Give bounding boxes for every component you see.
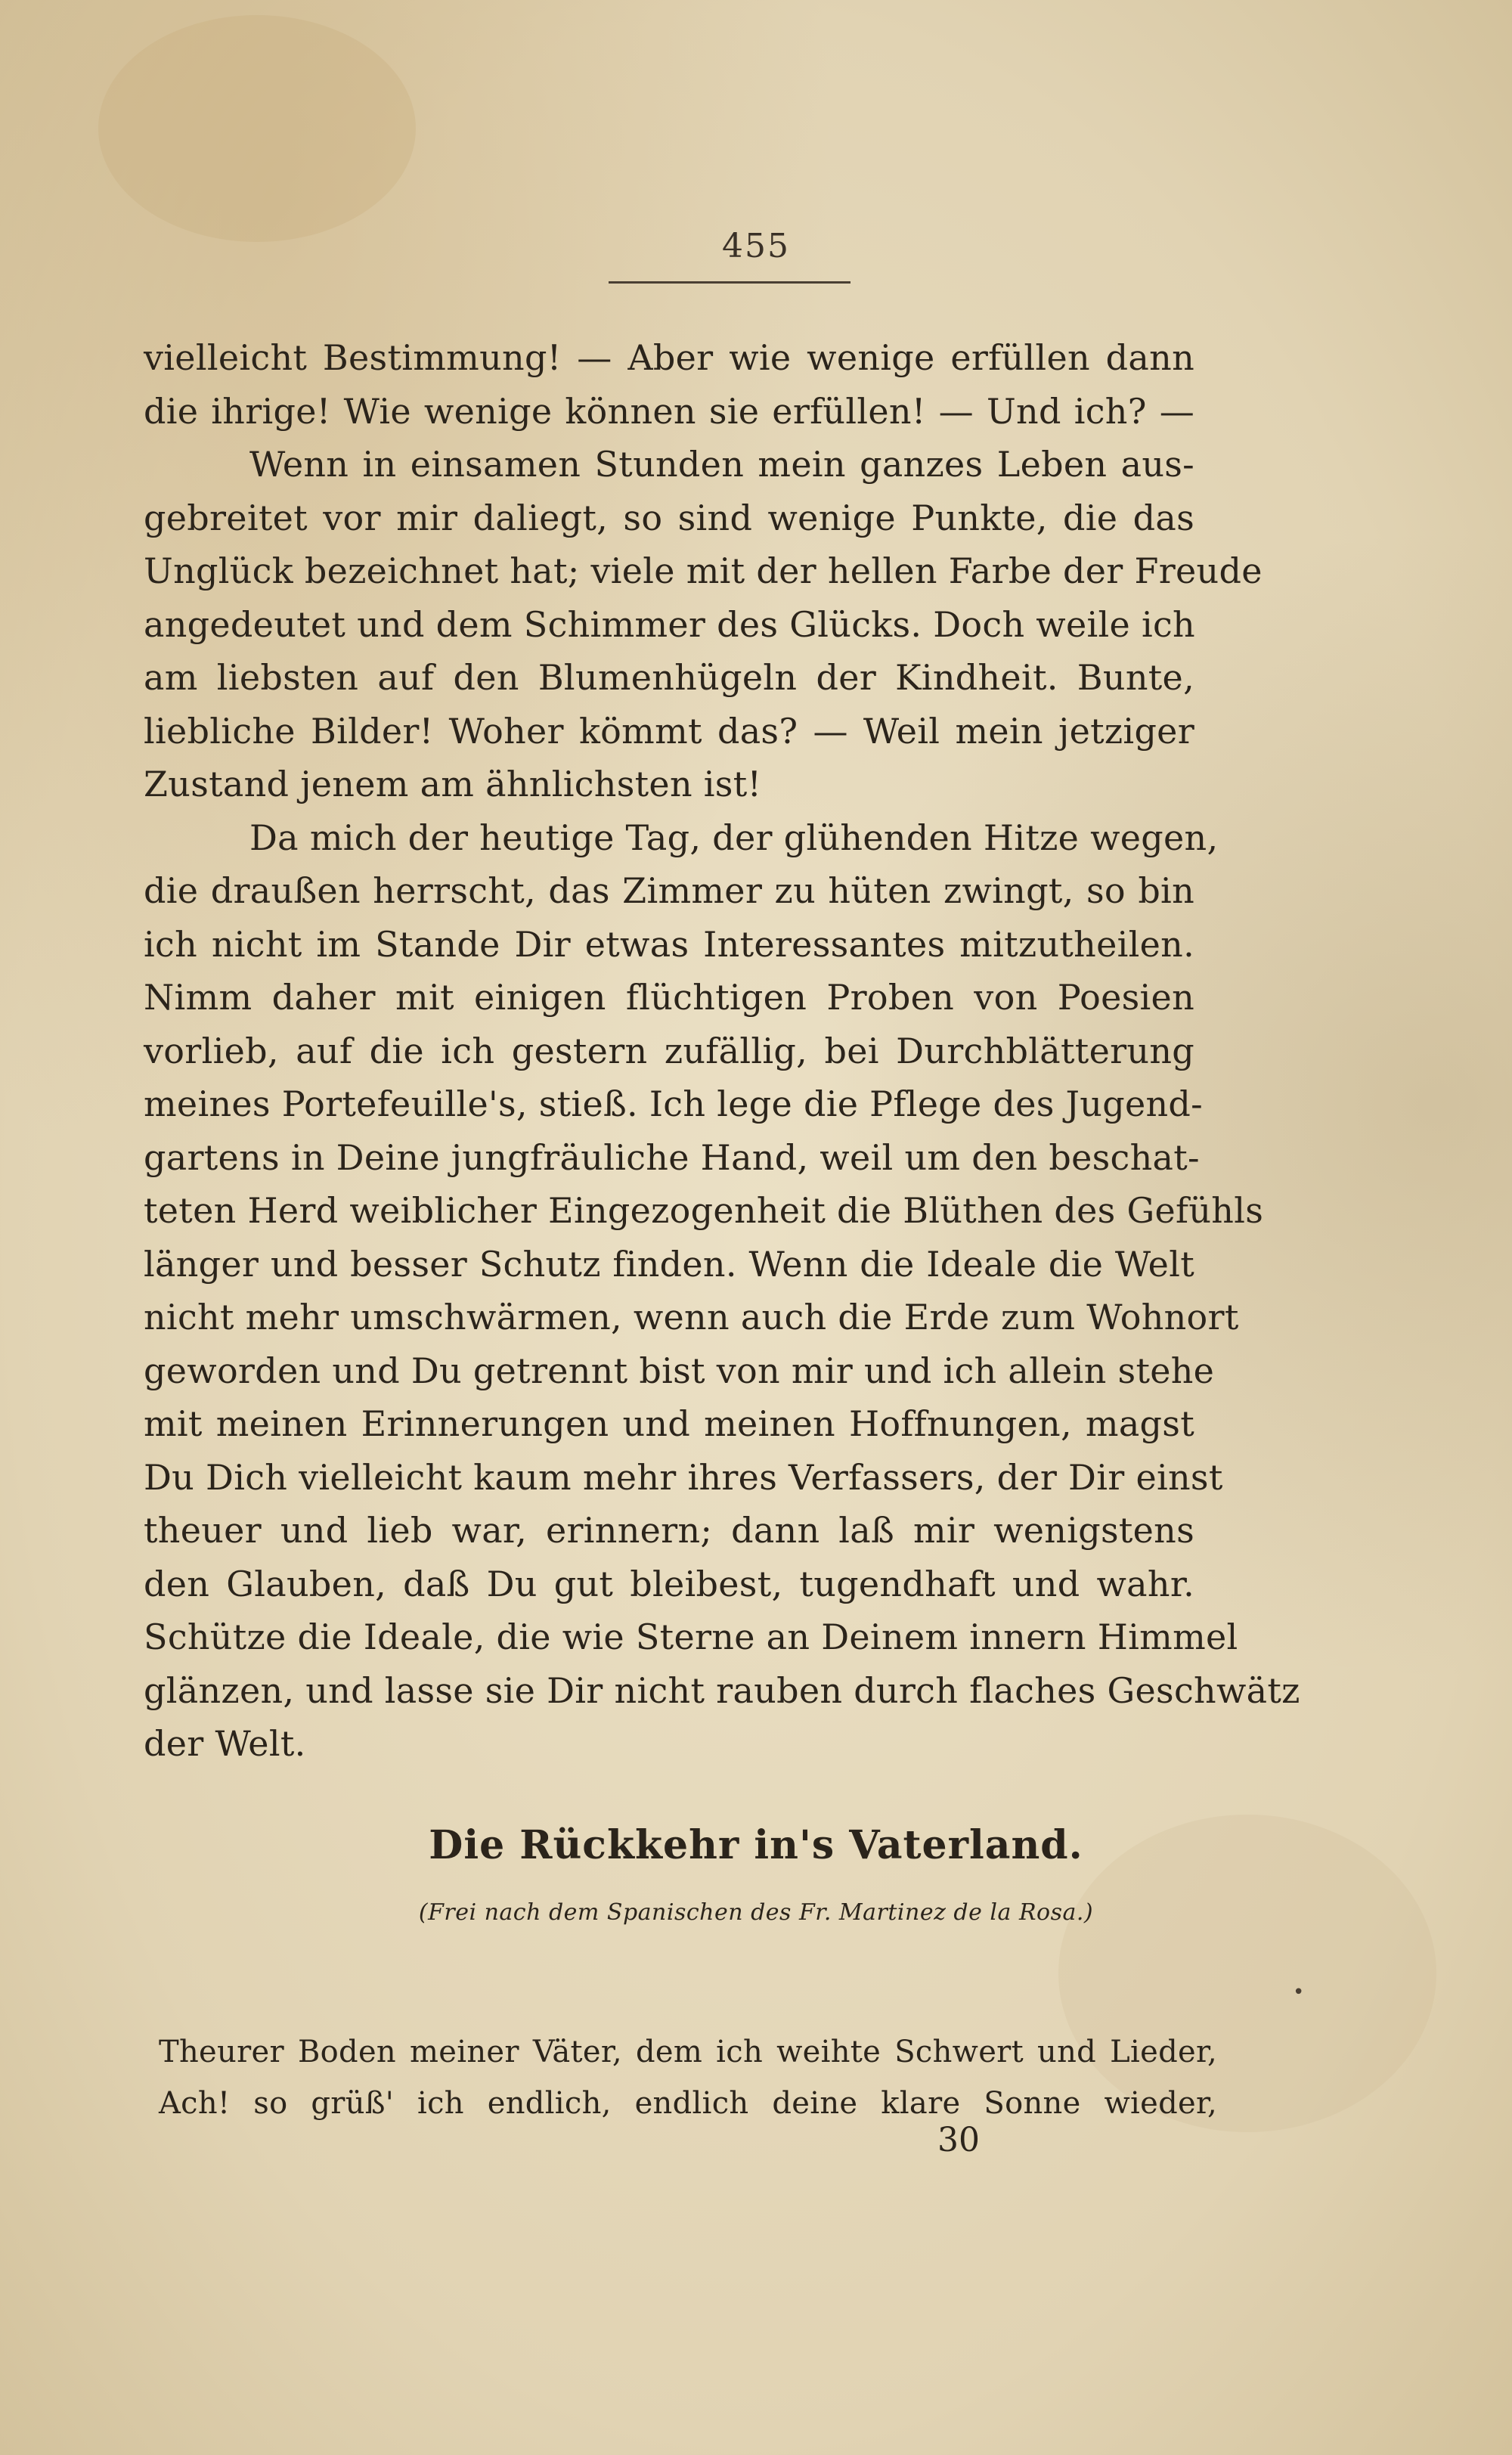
text-line: theuer und lieb war, erinnern; dann laß mir wenigstens [144,1510,1194,1551]
verse-line: Ach! so grüß' ich endlich, endlich deine klare Sonne wieder, [159,2086,1217,2121]
page-number: 455 [722,227,790,265]
text-line: gebreitet vor mir daliegt, so sind wenige Punkte, die das [144,497,1194,538]
text-line: angedeutet und dem Schimmer des Glücks. Doch weile ich [144,603,1195,645]
text-line: meines Portefeuille's, stieß. Ich lege die Pflege des Jugend- [144,1083,1203,1124]
text-line: Schütze die Ideale, die wie Sterne an Deinem innern Himmel [144,1617,1238,1657]
ornament-mark: • [1293,1981,1305,2004]
text-line: glänzen, und lasse sie Dir nicht rauben durch flaches Geschwätz [144,1669,1300,1711]
text-line: geworden und Du getrennt bist von mir und ich allein stehe [144,1350,1215,1391]
text-line: teten Herd weiblicher Eingezogenheit die Blüthen des Gefühls [144,1190,1264,1231]
text-line: vielleicht Bestimmung! — Aber wie wenige erfüllen dann [144,337,1194,378]
text-line: Da mich der heutige Tag, der glühenden Hitze wegen, [249,817,1219,858]
text-line: ich nicht im Stande Dir etwas Interessantes mitzutheilen. [144,923,1194,965]
text-line: vorlieb, auf die ich gestern zufällig, bei Durchblätterung [144,1030,1194,1071]
text-line: Nimm daher mit einigen flüchtigen Proben von Poesien [144,977,1194,1018]
poem-title: Die Rückkehr in's Vaterland. [429,1822,1083,1868]
text-line: den Glauben, daß Du gut bleibest, tugendhaft und wahr. [144,1563,1194,1604]
text-line: mit meinen Erinnerungen und meinen Hoffnungen, magst [144,1403,1194,1444]
text-line: Unglück bezeichnet hat; viele mit der hellen Farbe der Freude [144,550,1263,591]
text-line: Wenn in einsamen Stunden mein ganzes Leben aus- [249,444,1194,485]
header-rule [609,281,850,284]
text-line: Du Dich vielleicht kaum mehr ihres Verfassers, der Dir einst [144,1456,1223,1498]
text-line: länger und besser Schutz finden. Wenn die Ideale die Welt [144,1243,1194,1285]
text-line: die draußen herrscht, das Zimmer zu hüten zwingt, so bin [144,870,1194,911]
text-line: Zustand jenem am ähnlichsten ist! [144,764,762,804]
paper-stain [98,15,416,242]
body-text [144,331,1300,1771]
text-line: liebliche Bilder! Woher kömmt das? — Weil mein jetziger [144,710,1194,752]
text-line: gartens in Deine jungfräuliche Hand, weil um den beschat- [144,1136,1200,1178]
poem-subtitle: (Frei nach dem Spanischen des Fr. Martinez de la Rosa.) [418,1899,1094,1926]
text-line: die ihrige! Wie wenige können sie erfüllen! — Und ich? — [144,390,1194,432]
text-line: am liebsten auf den Blumenhügeln der Kindheit. Bunte, [144,657,1194,698]
signature-mark: 30 [937,2121,980,2159]
poem-verse [159,2026,1217,2129]
text-line: nicht mehr umschwärmen, wenn auch die Erde zum Wohnort [144,1297,1239,1338]
text-line: der Welt. [144,1723,306,1764]
verse-line: Theurer Boden meiner Väter, dem ich weihte Schwert und Lieder, [159,2035,1217,2069]
